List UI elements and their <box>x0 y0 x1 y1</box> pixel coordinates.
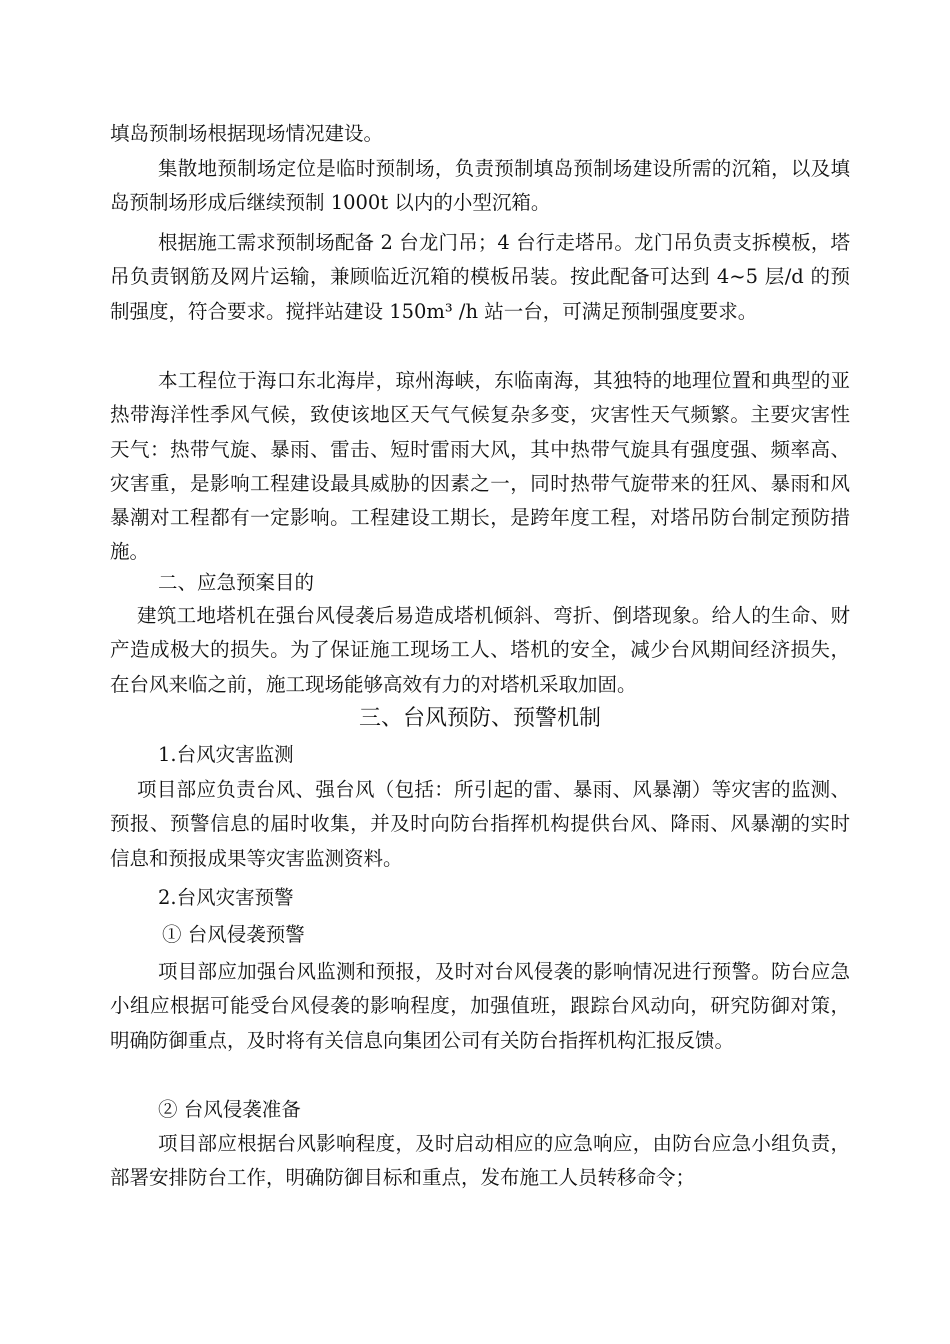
paragraph: 项目部应负责台风、强台风（包括：所引起的雷、暴雨、风暴潮）等灾害的监测、预报、预警信息的届时收集，并及时向防台指挥机构提供台风、降雨、风暴潮的实时信息和预报成果等灾害监测资料。 <box>110 778 850 870</box>
paragraph: 项目部应根据台风影响程度，及时启动相应的应急响应，由防台应急小组负责，部署安排防台工作，明确防御目标和重点，发布施工人员转移命令； <box>110 1132 850 1190</box>
paragraph: 建筑工地塔机在强台风侵袭后易造成塔机倾斜、弯折、倒塔现象。给人的生命、财产造成极大的损失。为了保证施工现场工人、塔机的安全，减少台风期间经济损失，在台风来临之前，施工现场能够高效有力的对塔机采取加固。 <box>110 604 850 696</box>
paragraph: 项目部应加强台风监测和预报，及时对台风侵袭的影响情况进行预警。防台应急小组应根据可能受台风侵袭的影响程度，加强值班，跟踪台风动向，研究防御对策，明确防御重点，及时将有关信息向集团公司有关防台指挥机构汇报反馈。 <box>110 960 850 1052</box>
list-heading: ① 台风侵袭预警 <box>162 923 305 946</box>
subsection-heading: 1.台风灾害监测 <box>158 743 294 766</box>
paragraph: 填岛预制场根据现场情况建设。 <box>110 122 384 145</box>
list-heading: ② 台风侵袭准备 <box>158 1098 301 1121</box>
paragraph: 集散地预制场定位是临时预制场，负责预制填岛预制场建设所需的沉箱，以及填岛预制场形成后继续预制 1000t 以内的小型沉箱。 <box>110 157 850 215</box>
subsection-heading: 2.台风灾害预警 <box>158 886 294 909</box>
section-heading: 二、应急预案目的 <box>158 571 315 594</box>
section-heading: 三、台风预防、预警机制 <box>358 706 601 731</box>
paragraph: 根据施工需求预制场配备 2 台龙门吊；4 台行走塔吊。龙门吊负责支拆模板，塔吊负责钢筋及网片运输，兼顾临近沉箱的模板吊装。按此配备可达到 4~5 层/d 的预制强度，符合要求。搅拌站建设 150m³ /h 站一台，可满足预制强度要求。 <box>110 231 850 323</box>
paragraph: 本工程位于海口东北海岸，琼州海峡，东临南海，其独特的地理位置和典型的亚热带海洋性季风气候，致使该地区天气气候复杂多变，灾害性天气频繁。主要灾害性天气：热带气旋、暴雨、雷击、短时雷雨大风，其中热带气旋具有强度强、频率高、灾害重，是影响工程建设最具威胁的因素之一，同时热带气旋带来的狂风、暴雨和风暴潮对工程都有一定影响。工程建设工期长，是跨年度工程，对塔吊防台制定预防措施。 <box>110 369 850 564</box>
